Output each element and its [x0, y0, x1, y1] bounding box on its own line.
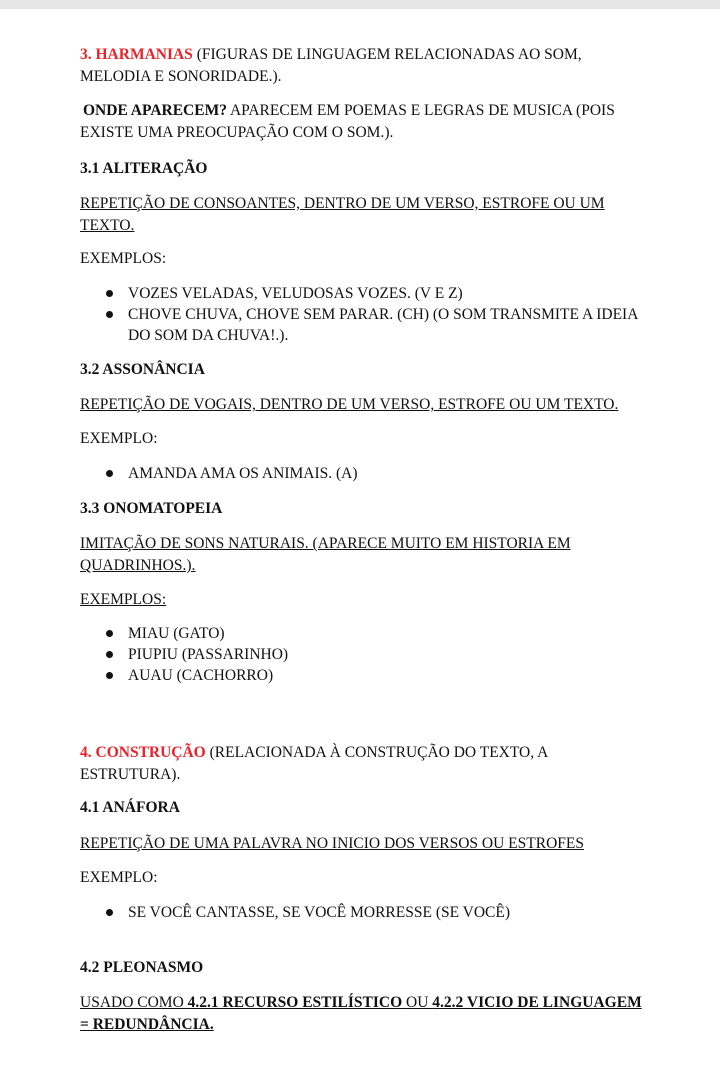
list-item: MIAU (GATO) [80, 623, 650, 644]
assonancia-heading: 3.2 ASSONÂNCIA [80, 361, 205, 378]
pleonasmo-option-1: 4.2.1 RECURSO ESTILÍSTICO [187, 994, 403, 1011]
onomatopeia-definition: IMITAÇÃO DE SONS NATURAIS. (APARECE MUITO EM HISTORIA EM QUADRINHOS.). [80, 535, 571, 574]
list-item: VOZES VELADAS, VELUDOSAS VOZES. (V E Z) [80, 283, 650, 304]
aliteracao-examples-list [80, 283, 650, 346]
assonancia-examples-list [80, 463, 650, 484]
where-label: ONDE APARECEM? [83, 102, 227, 119]
aliteracao-definition: REPETIÇÃO DE CONSOANTES, DENTRO DE UM VERSO, ESTROFE OU UM TEXTO. [80, 195, 605, 234]
anafora-definition: REPETIÇÃO DE UMA PALAVRA NO INICIO DOS VERSOS OU ESTROFES [80, 835, 584, 852]
section-3-title: HARMANIAS [95, 46, 193, 63]
list-item: AUAU (CACHORRO) [80, 665, 650, 686]
where-text: APARECEM EM POEMAS E LEGRAS DE MUSICA (POIS EXISTE UMA PREOCUPAÇÃO COM O SOM.). [80, 102, 615, 141]
pleonasmo-used-as: USADO COMO [80, 994, 188, 1011]
section-4-heading [80, 742, 650, 786]
pleonasmo-option-2: 4.2.2 VICIO DE LINGUAGEM = REDUNDÂNCIA. [80, 994, 642, 1033]
aliteracao-heading: 3.1 ALITERAÇÃO [80, 160, 208, 177]
section-4-description: (RELACIONADA À CONSTRUÇÃO DO TEXTO, A ESTRUTURA). [80, 744, 548, 783]
onomatopeia-examples-label: EXEMPLOS: [80, 591, 167, 608]
list-item: AMANDA AMA OS ANIMAIS. (A) [80, 463, 650, 484]
assonancia-examples-label: EXEMPLO: [80, 430, 158, 447]
list-item: PIUPIU (PASSARINHO) [80, 644, 650, 665]
where-paragraph [80, 100, 650, 144]
pleonasmo-heading: 4.2 PLEONASMO [80, 959, 204, 976]
section-3-number: 3. [80, 46, 92, 63]
anafora-heading: 4.1 ANÁFORA [80, 799, 180, 816]
top-bar [0, 0, 720, 9]
assonancia-definition: REPETIÇÃO DE VOGAIS, DENTRO DE UM VERSO, ESTROFE OU UM TEXTO. [80, 396, 619, 413]
anafora-examples-list [80, 902, 650, 923]
section-4-title: CONSTRUÇÃO [95, 744, 206, 761]
onomatopeia-heading: 3.3 ONOMATOPEIA [80, 500, 223, 517]
section-3-heading [80, 44, 650, 88]
aliteracao-examples-label: EXEMPLOS: [80, 250, 167, 267]
list-item: SE VOCÊ CANTASSE, SE VOCÊ MORRESSE (SE VOCÊ) [80, 902, 650, 923]
anafora-examples-label: EXEMPLO: [80, 869, 158, 886]
section-3-description: (FIGURAS DE LINGUAGEM RELACIONADAS AO SOM, MELODIA E SONORIDADE.). [80, 46, 582, 85]
section-4-number: 4. [80, 744, 92, 761]
onomatopeia-examples-list [80, 623, 650, 686]
pleonasmo-definition [80, 992, 650, 1036]
pleonasmo-or: OU [402, 994, 433, 1011]
list-item: CHOVE CHUVA, CHOVE SEM PARAR. (CH) (O SOM TRANSMITE A IDEIA DO SOM DA CHUVA!.). [80, 304, 650, 346]
